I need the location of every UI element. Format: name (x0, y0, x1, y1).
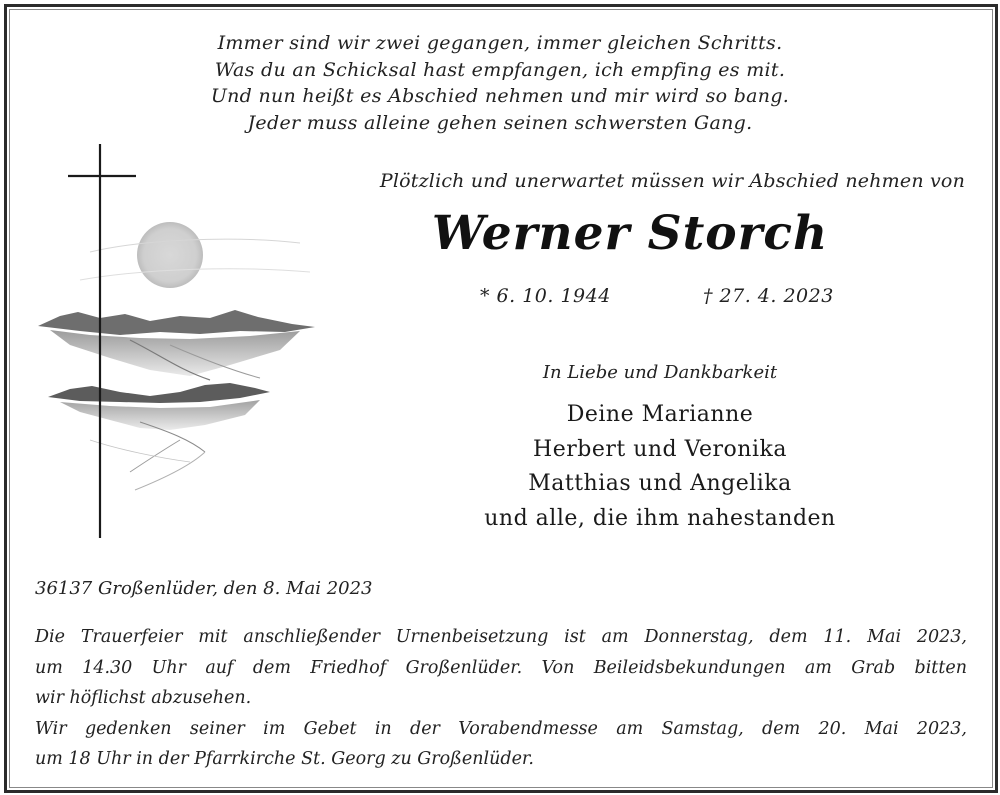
poem (0, 30, 1000, 136)
mourners-intro: In Liebe und Dankbarkeit (542, 362, 778, 383)
place-date: 36137 Großenlüder, den 8. Mai 2023 (35, 578, 373, 599)
mourner-line: Matthias und Angelika (528, 471, 792, 496)
mourner-line: Deine Marianne (566, 402, 754, 427)
poem-line: Immer sind wir zwei gegangen, immer gleichen Schritts. (217, 32, 783, 54)
mourners-list (400, 398, 920, 536)
poem-line: Jeder muss alleine gehen seinen schwersten Gang. (247, 111, 753, 134)
poem-line: Was du an Schicksal hast empfangen, ich empfing es mit. (214, 58, 786, 81)
notice-line: wir höflichst abzusehen. (35, 688, 252, 708)
announcement-intro: Plötzlich und unerwartet müssen wir Abschied nehmen von (379, 170, 965, 192)
notice-line: Wir gedenken seiner im Gebet in der Vorabendmesse am Samstag, dem 20. Mai 2023, (35, 718, 967, 739)
birth-date: * 6. 10. 1944 (480, 285, 611, 307)
notice-line: um 14.30 Uhr auf dem Friedhof Großenlüder. Von Beileidsbekundungen am Grab bitten (35, 657, 967, 678)
mourner-line: Herbert und Veronika (533, 436, 787, 462)
landscape-artwork (30, 140, 330, 550)
death-date: † 27. 4. 2023 (703, 285, 834, 307)
sun-icon (137, 222, 203, 288)
deceased-name: Werner Storch (431, 206, 829, 261)
poem-line: Und nun heißt es Abschied nehmen und mir wird so bang. (210, 85, 790, 107)
mourner-line: und alle, die ihm nahestanden (484, 505, 836, 531)
notice-line: Die Trauerfeier mit anschließender Urnenbeisetzung ist am Donnerstag, dem 11. Mai 2023, (35, 627, 967, 647)
funeral-notice (35, 622, 967, 775)
notice-line: um 18 Uhr in der Pfarrkirche St. Georg zu Großenlüder. (35, 749, 534, 769)
